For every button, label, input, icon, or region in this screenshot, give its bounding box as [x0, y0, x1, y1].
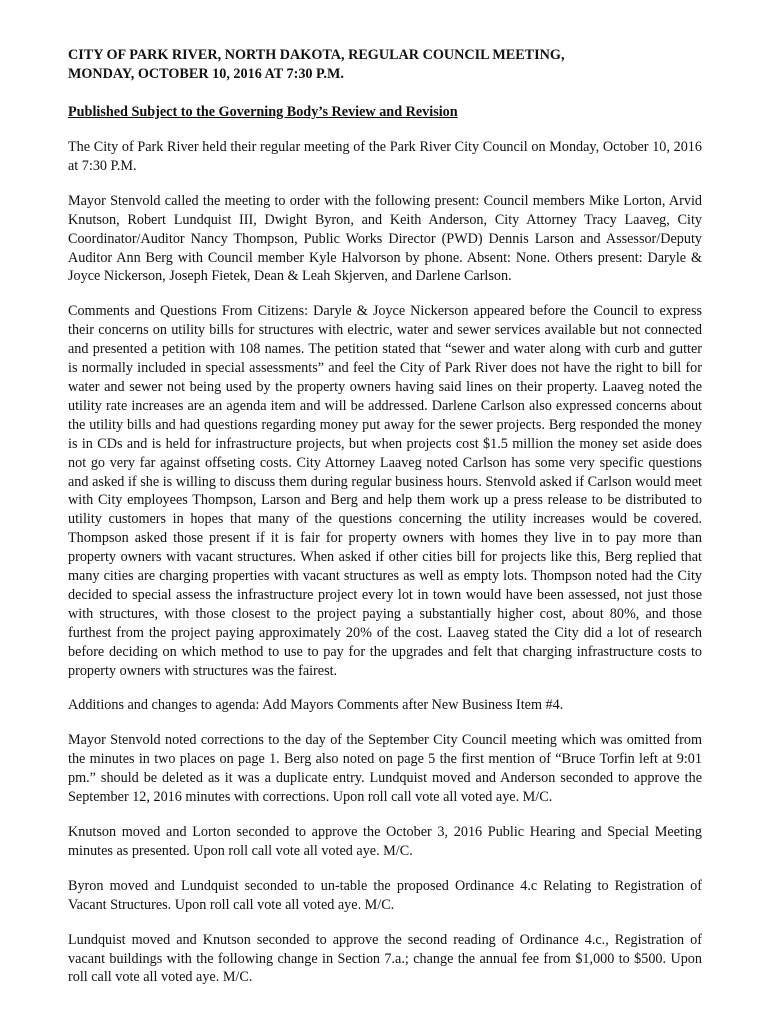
meeting-title: [68, 46, 702, 84]
paragraph-untable-ordinance: Byron moved and Lundquist seconded to un-table the proposed Ordinance 4.c Relating to Registration of Vacant Structures. Upon roll call vote all voted aye. M/C.: [68, 877, 702, 913]
paragraph-second-reading: Lundquist moved and Knutson seconded to approve the second reading of Ordinance 4.c., Registration of vacant buildings with the following change in Section 7.a.; change the annual fee from $1,000 to $500. Upon roll call vote all voted aye. M/C.: [68, 931, 702, 986]
paragraph-citizen-comments: Comments and Questions From Citizens: Daryle & Joyce Nickerson appeared before the Council to express their concerns on utility bills for structures with electric, water and sewer services available but not connected and presented a petition with 108 names. The petition stated that “sewer and water along with curb and gutter is normally included in special assessments” and feel the City of Park River does not have the right to bill for water and sewer not being used by the property owners having said lines on their property. Laaveg noted the utility rate increases are an agenda item and will be addressed. Darlene Carlson also expressed concerns about the utility bills and had questions regarding money put away for the sewer projects. Berg responded the money is in CDs and is held for infrastructure projects, but when projects cost $1.5 million the money set aside does not go very far against offseting costs. City Attorney Laaveg noted Carlson has some very specific questions and asked if she is willing to discuss them during regular business hours. Stenvold asked if Carlson would meet with City employees Thompson, Larson and Berg and help them work up a press release to be distributed to utility customers in hopes that many of the questions concerning the utility increases would be covered. Thompson asked those present if it is fair for property owners with homes they live in to pay more than property owners with vacant structures. When asked if other cities bill for projects like this, Berg replied that many cities are charging properties with vacant structures as well as empty lots. Thompson noted had the City decided to special assess the infrastructure project every lot in town would have been assessed, not just those with structures, with those closest to the project paying a substantially higher cost, about 80%, and those furthest from the project paying approximately 20% of the cost. Laaveg stated the City did a lot of research before deciding on which method to use to pay for the upgrades and felt that charging infrastructure costs to property owners with structures was the fairest.: [68, 303, 702, 679]
paragraph-agenda-changes: Additions and changes to agenda: Add Mayors Comments after New Business Item #4.: [68, 697, 564, 714]
paragraph-attendance: Mayor Stenvold called the meeting to order with the following present: Council members Mike Lorton, Arvid Knutson, Robert Lundquist III, Dwight Byron, and Keith Anderson, City Attorney Tracy Laaveg, City Coordinator/Auditor Nancy Thompson, Public Works Director (PWD) Dennis Larson and Assessor/Deputy Auditor Ann Berg with Council member Kyle Halvorson by phone. Absent: None. Others present: Daryle & Joyce Nickerson, Joseph Fietek, Dean & Leah Skjerven, and Darlene Carlson.: [68, 192, 702, 285]
publication-notice: Published Subject to the Governing Body’s Review and Revision: [68, 104, 458, 120]
meeting-title-line-2: MONDAY, OCTOBER 10, 2016 AT 7:30 P.M.: [68, 66, 344, 82]
meeting-title-line-1: CITY OF PARK RIVER, NORTH DAKOTA, REGULAR COUNCIL MEETING,: [68, 47, 565, 63]
paragraph-hearing-minutes: Knutson moved and Lorton seconded to approve the October 3, 2016 Public Hearing and Special Meeting minutes as presented. Upon roll call vote all voted aye. M/C.: [68, 824, 702, 859]
paragraph-opening: The City of Park River held their regular meeting of the Park River City Council on Monday, October 10, 2016 at 7:30 P.M.: [68, 139, 702, 174]
paragraph-minutes-corrections: Mayor Stenvold noted corrections to the day of the September City Council meeting which was omitted from the minutes in two places on page 1. Berg also noted on page 5 the first mention of “Bruce Torfin left at 9:01 pm.” should be deleted as it was a duplicate entry. Lundquist moved and Anderson seconded to approve the September 12, 2016 minutes with corrections. Upon roll call vote all voted aye. M/C.: [68, 732, 702, 806]
document-body: [68, 46, 702, 1003]
